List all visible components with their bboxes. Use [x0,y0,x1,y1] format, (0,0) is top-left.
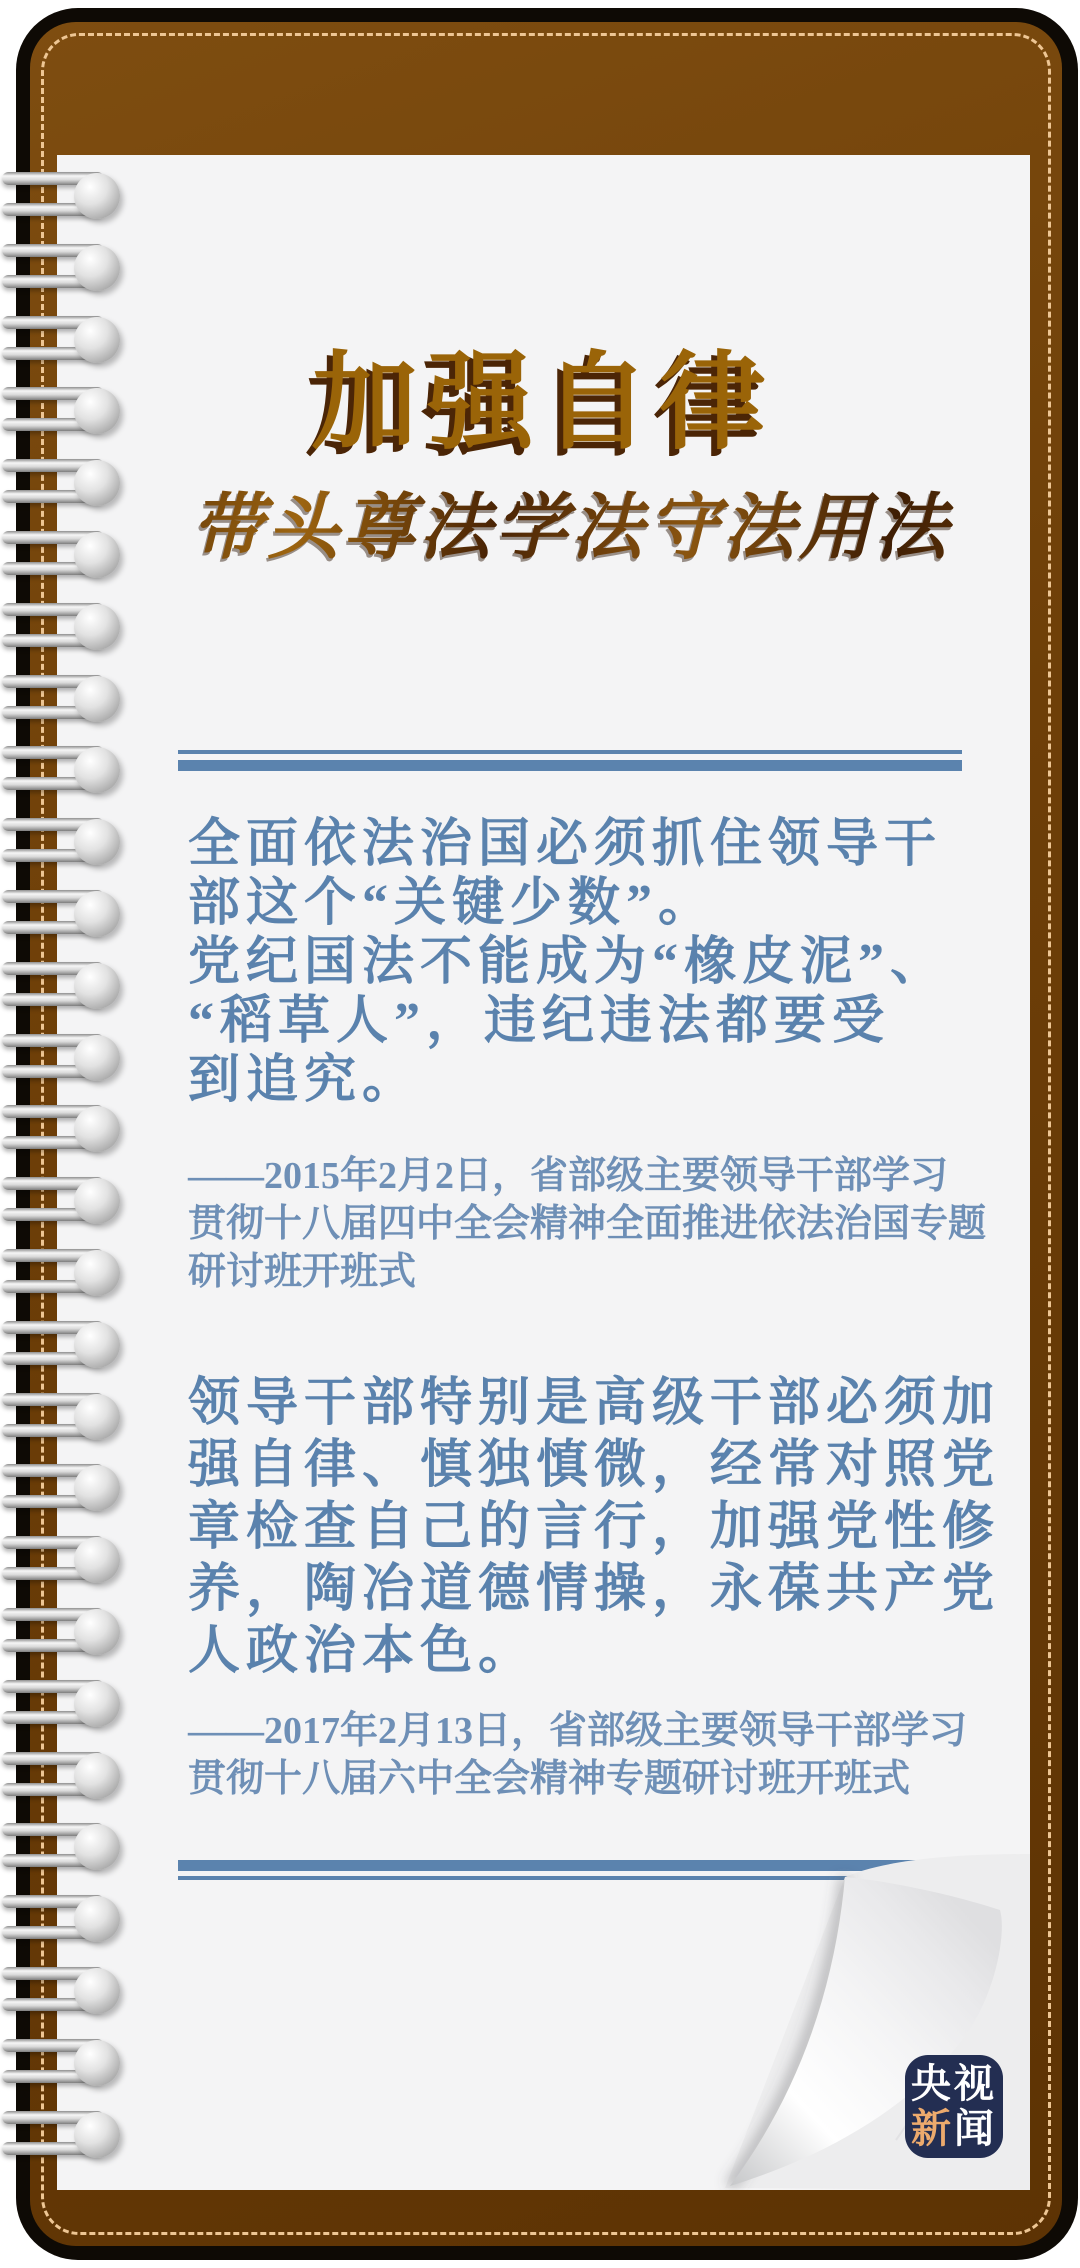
spiral-ring [2,1680,124,1728]
text-line: 贯彻十八届六中全会精神专题研讨班开班式 [188,1758,911,1800]
logo-line-2 [911,2107,997,2152]
text-line: 贯彻十八届四中全会精神全面推进依法治国专题 [188,1203,987,1245]
spiral-ring [2,1608,124,1656]
text-line: 党纪国法不能成为“橡皮泥”、 [188,934,949,991]
spiral-ring [2,459,124,507]
ring-cap [74,1681,120,1727]
spiral-ring [2,1249,124,1297]
spiral-ring [2,962,124,1010]
ring-cap [74,963,120,1009]
spiral-ring [2,1464,124,1512]
spiral-ring [2,818,124,866]
text-line: 章检查自己的言行，加强党性修 [188,1499,1001,1556]
ring-cap [74,891,120,937]
ring-cap [74,1178,120,1224]
text-line: 到追究。 [188,1052,421,1109]
spiral-ring [2,1393,124,1441]
quote-1-attribution [188,1152,1008,1296]
spiral-ring [2,1034,124,1082]
spiral-ring [2,531,124,579]
spiral-ring [2,746,124,794]
separator-thick-line [178,760,962,771]
spiral-binding [0,0,130,2268]
spiral-ring [2,316,124,364]
ring-cap [74,1824,120,1870]
ring-cap [74,1106,120,1152]
logo-line-1: 央视 [911,2061,997,2106]
ring-cap [74,2040,120,2086]
ring-cap [74,388,120,434]
spiral-ring [2,1321,124,1369]
text-line: 部这个“关键少数”。 [188,875,717,932]
cctv-news-logo [905,2055,1003,2158]
spiral-ring [2,2039,124,2087]
spiral-ring [2,172,124,220]
separator-top [178,750,962,771]
ring-cap [74,1322,120,1368]
ring-cap [74,245,120,291]
text-line: “稻草人”，违纪违法都要受 [188,993,891,1050]
text-line: 养，陶冶道德情操，永葆共产党 [188,1561,1001,1618]
spiral-ring [2,1967,124,2015]
ring-cap [74,1968,120,2014]
ring-cap [74,1465,120,1511]
logo-char-xin: 新 [911,2106,954,2151]
ring-cap [74,2112,120,2158]
text-line: 研讨班开班式 [188,1251,417,1293]
ring-cap [74,1537,120,1583]
text-line: ——2017年2月13日，省部级主要领导干部学习 [188,1710,968,1752]
separator-thin-line [178,750,962,754]
ring-cap [74,1250,120,1296]
text-line: 全面依法治国必须抓住领导干 [188,816,943,873]
spiral-ring [2,1536,124,1584]
paper-page [57,155,1030,2190]
ring-cap [74,532,120,578]
ring-cap [74,1753,120,1799]
spiral-ring [2,1752,124,1800]
spiral-ring [2,1895,124,1943]
spiral-ring [2,890,124,938]
text-line: 强自律、慎独慎微，经常对照党 [188,1437,1001,1494]
spiral-ring [2,244,124,292]
ring-cap [74,747,120,793]
spiral-ring [2,387,124,435]
text-line: 领导干部特别是高级干部必须加 [188,1375,1001,1432]
ring-cap [74,819,120,865]
ring-cap [74,1035,120,1081]
ring-cap [74,1609,120,1655]
ring-cap [74,460,120,506]
ring-cap [74,317,120,363]
ring-cap [74,1394,120,1440]
spiral-ring [2,1177,124,1225]
quote-2-attribution [188,1707,1008,1803]
ring-cap [74,1896,120,1942]
spiral-ring [2,1105,124,1153]
text-line: ——2015年2月2日，省部级主要领导干部学习 [188,1155,949,1197]
page-subtitle: 带头尊法学法守法用法 [57,485,1030,571]
spiral-ring [2,2111,124,2159]
spiral-ring [2,603,124,651]
quote-2 [188,1373,1008,1683]
ring-cap [74,676,120,722]
text-line: 人政治本色。 [188,1623,537,1680]
spiral-ring [2,1823,124,1871]
logo-char-wen: 闻 [954,2106,997,2151]
spiral-ring [2,675,124,723]
page-title: 加强自律 [311,344,776,462]
ring-cap [74,173,120,219]
quote-1 [188,815,1008,1110]
ring-cap [74,604,120,650]
